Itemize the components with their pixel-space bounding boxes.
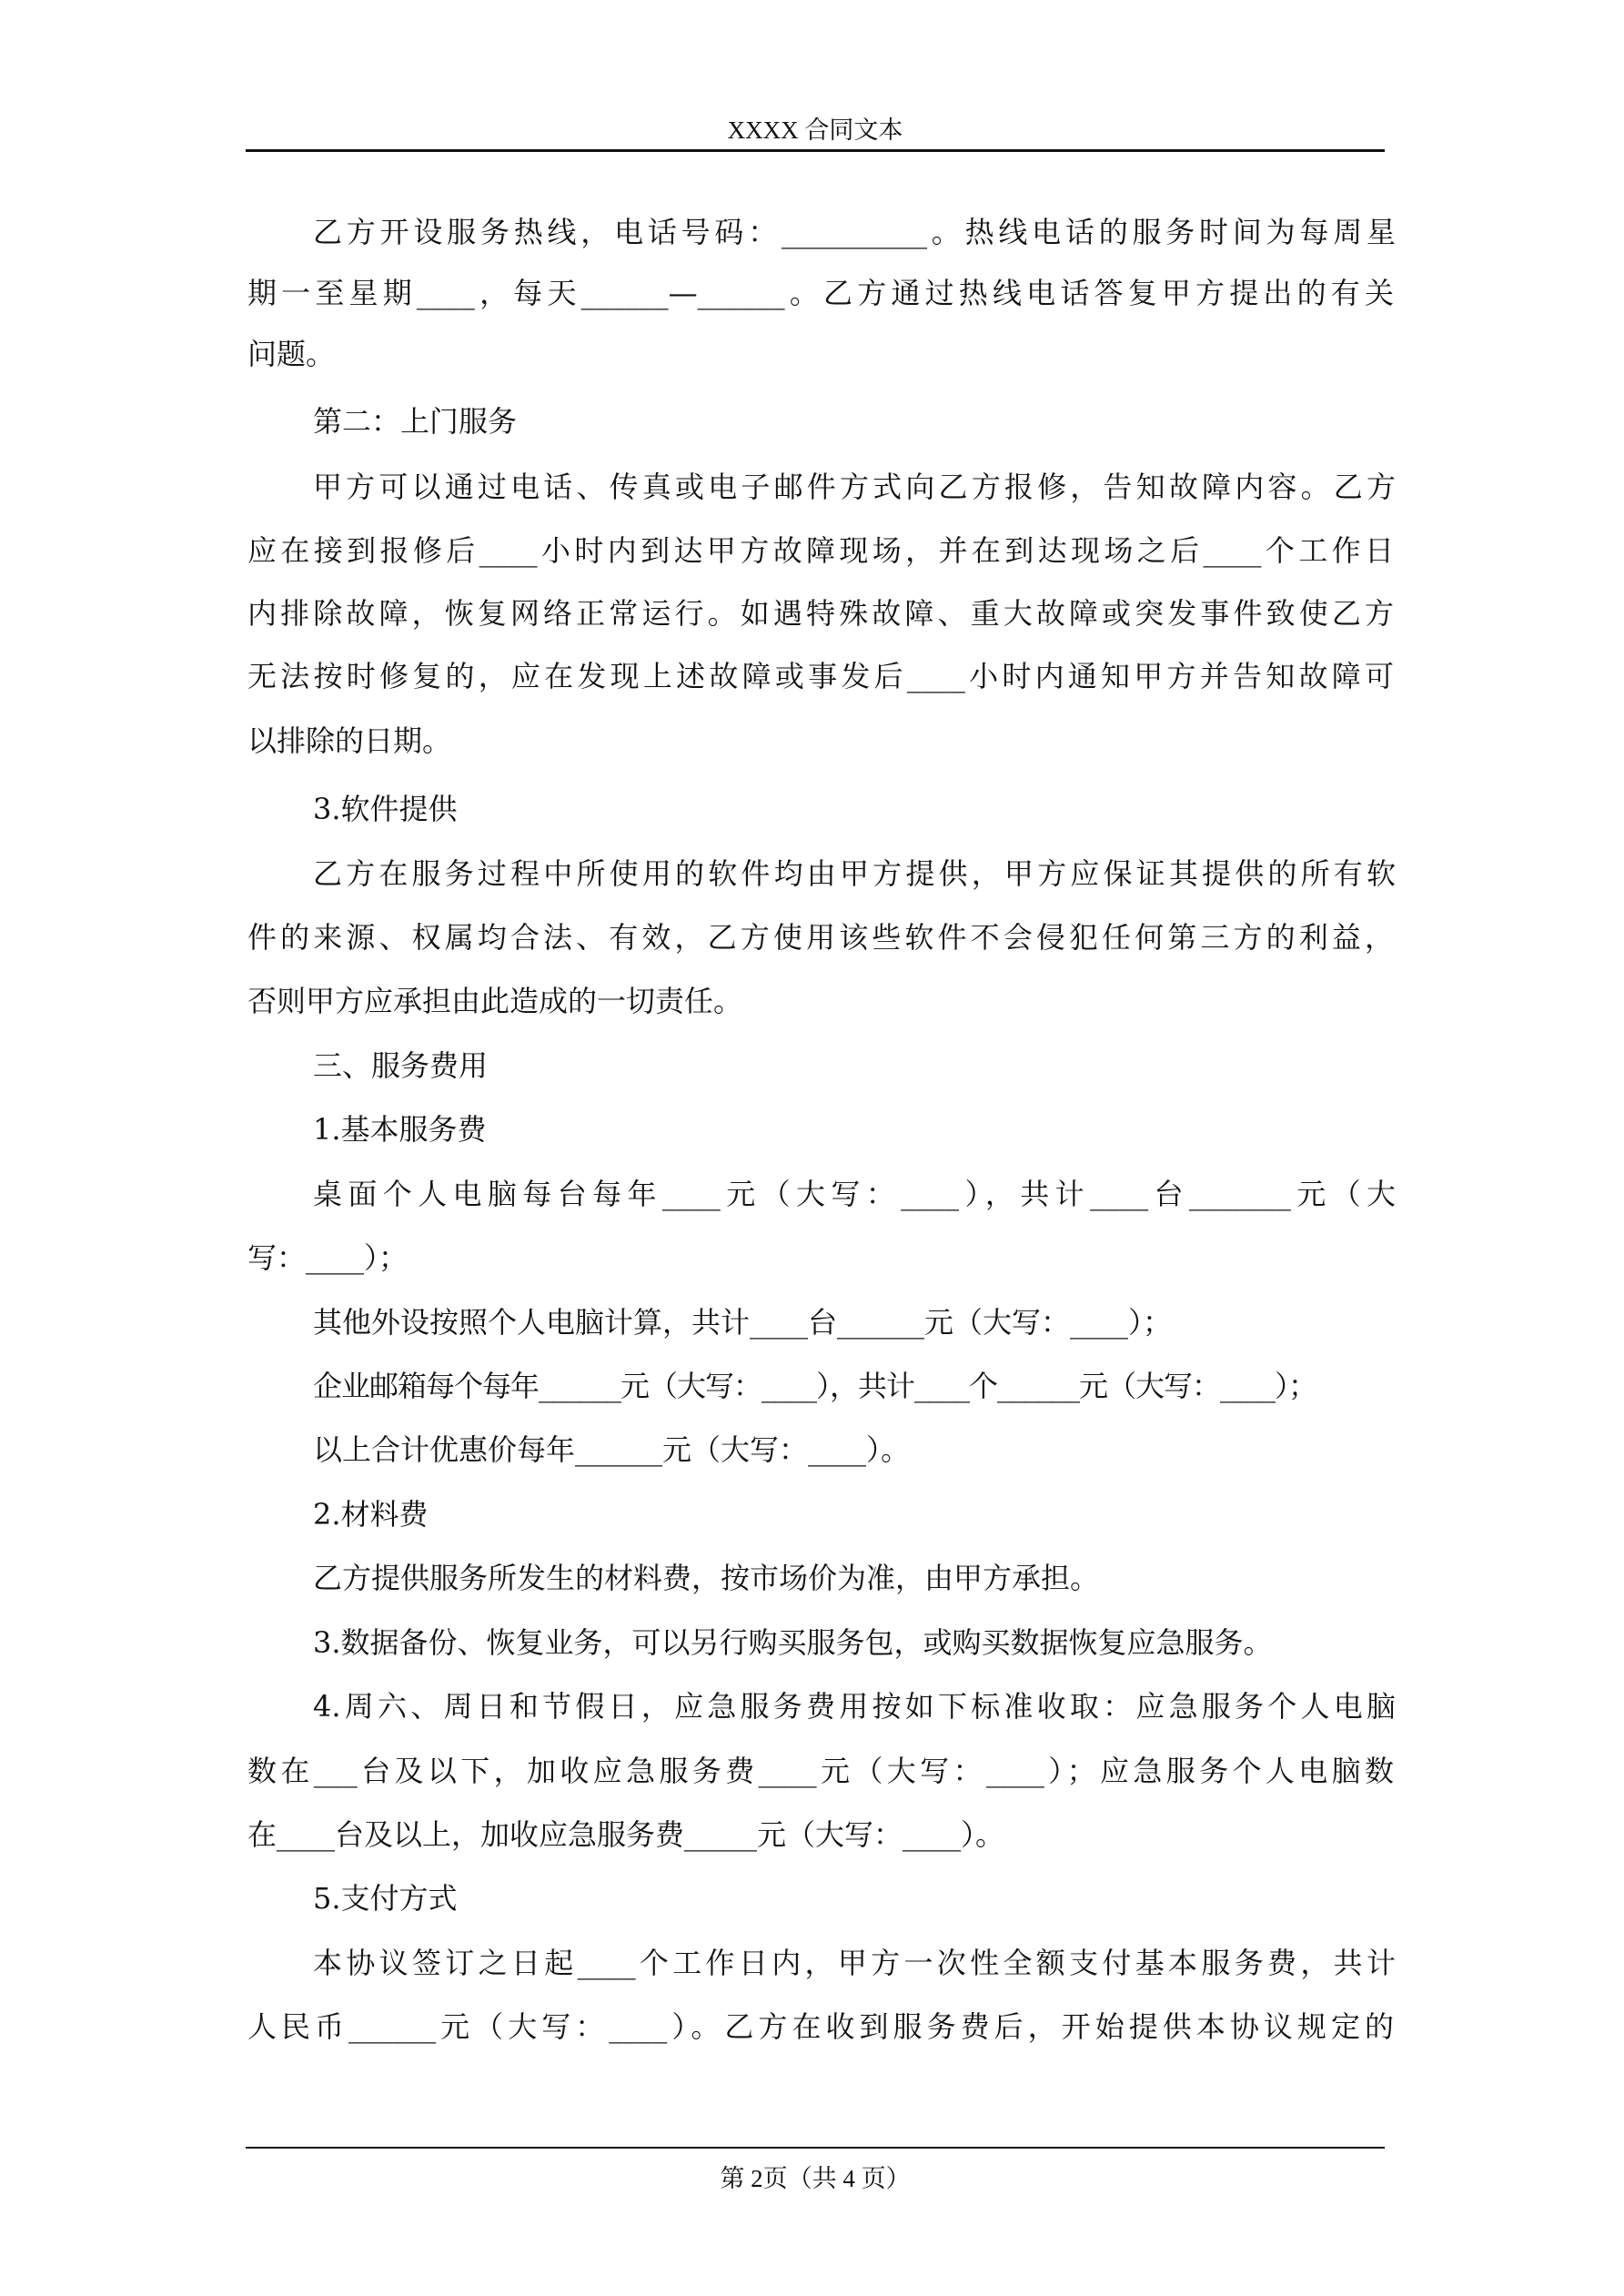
section-heading: 第二：上门服务 xyxy=(313,404,518,439)
paragraph-line: 乙方在服务过程中所使用的软件均由甲方提供，甲方应保证其提供的所有软 xyxy=(313,856,1396,891)
paragraph-line: 数在___台及以下，加收应急服务费____元（大写：____）；应急服务个人电脑数 xyxy=(247,1754,1394,1788)
paragraph-line: 乙方提供服务所发生的材料费，按市场价为准，由甲方承担。 xyxy=(313,1561,1100,1595)
page-number: 第 2页（共 4 页） xyxy=(720,2165,911,2192)
section-heading: 5.支付方式 xyxy=(313,1881,458,1916)
paragraph-line: 内排除故障，恢复网络正常运行。如遇特殊故障、重大故障或突发事件致使乙方 xyxy=(247,596,1394,631)
paragraph-line: 期一至星期____，每天______—______。乙方通过热线电话答复甲方提出的有关 xyxy=(247,276,1394,310)
section-heading: 3.软件提供 xyxy=(313,792,458,826)
paragraph-line: 问题。 xyxy=(247,337,336,371)
paragraph-line: 写：____）； xyxy=(247,1240,409,1275)
paragraph-line: 3.数据备份、恢复业务，可以另行购买服务包，或购买数据恢复应急服务。 xyxy=(313,1625,1273,1660)
header-divider xyxy=(246,149,1385,152)
paragraph-line: 甲方可以通过电话、传真或电子邮件方式向乙方报修，告知故障内容。乙方 xyxy=(313,470,1396,504)
paragraph-line: 应在接到报修后____小时内到达甲方故障现场，并在到达现场之后____个工作日 xyxy=(247,533,1394,568)
paragraph-line: 企业邮箱每个每年______元（大写：____），共计____个______元（大写：____）； xyxy=(313,1369,1317,1403)
paragraph-line: 以上合计优惠价每年______元（大写：____）。 xyxy=(313,1432,911,1467)
paragraph-line: 无法按时修复的，应在发现上述故障或事发后____小时内通知甲方并告知故障可 xyxy=(247,659,1394,693)
paragraph-line: 否则甲方应承担由此造成的一切责任。 xyxy=(247,984,743,1018)
section-heading: 1.基本服务费 xyxy=(313,1112,487,1147)
section-heading: 三、服务费用 xyxy=(313,1048,489,1083)
paragraph-line: 桌面个人电脑每台每年____元（大写：____），共计____台_______元（大 xyxy=(313,1177,1396,1211)
paragraph-line: 件的来源、权属均合法、有效，乙方使用该些软件不会侵犯任何第三方的利益， xyxy=(247,920,1394,955)
page-header-title: XXXX 合同文本 xyxy=(727,116,903,144)
section-heading: 2.材料费 xyxy=(313,1497,429,1532)
paragraph-line: 乙方开设服务热线，电话号码：__________。热线电话的服务时间为每周星 xyxy=(313,215,1396,249)
footer-divider xyxy=(246,2147,1385,2149)
paragraph-line: 人民币______元（大写：____）。乙方在收到服务费后，开始提供本协议规定的 xyxy=(247,2009,1394,2044)
paragraph-line: 其他外设按照个人电脑计算，共计____台______元（大写：____）； xyxy=(313,1305,1173,1340)
paragraph-line: 4.周六、周日和节假日，应急服务费用按如下标准收取：应急服务个人电脑 xyxy=(313,1689,1396,1724)
paragraph-line: 本协议签订之日起____个工作日内，甲方一次性全额支付基本服务费，共计 xyxy=(313,1946,1396,1980)
paragraph-line: 在____台及以上，加收应急服务费_____元（大写：____）。 xyxy=(247,1817,1005,1852)
paragraph-line: 以排除的日期。 xyxy=(247,723,452,758)
